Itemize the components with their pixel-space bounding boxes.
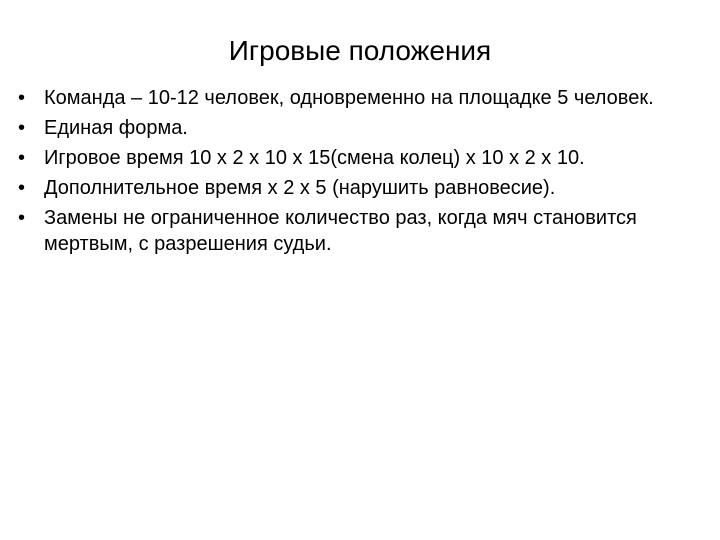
bullet-icon: • — [18, 147, 26, 169]
bullet-icon: • — [18, 207, 26, 229]
bullet-icon: • — [18, 177, 26, 199]
bullet-item-extra-time — [18, 175, 698, 201]
bullet-text: Игровое время 10 х 2 х 10 х 15(смена колец) х 10 х 2 х 10. — [44, 147, 585, 169]
bullet-text: Единая форма. — [44, 117, 188, 139]
bullet-text: Замены не ограниченное количество раз, когда мяч становится мертвым, с разрешения судьи. — [44, 207, 637, 255]
bullet-text: Команда – 10-12 человек, одновременно на площадке 5 человек. — [44, 87, 654, 109]
bullet-item-uniform — [18, 115, 698, 141]
bullet-icon: • — [18, 117, 26, 139]
bullet-item-team — [18, 85, 698, 111]
slide-title: Игровые положения — [228, 35, 492, 66]
bullet-item-substitutions — [18, 205, 698, 257]
bullet-list — [18, 85, 698, 261]
bullet-text: Дополнительное время х 2 х 5 (нарушить равновесие). — [44, 177, 556, 199]
bullet-icon: • — [18, 87, 26, 109]
bullet-item-game-time — [18, 145, 698, 171]
